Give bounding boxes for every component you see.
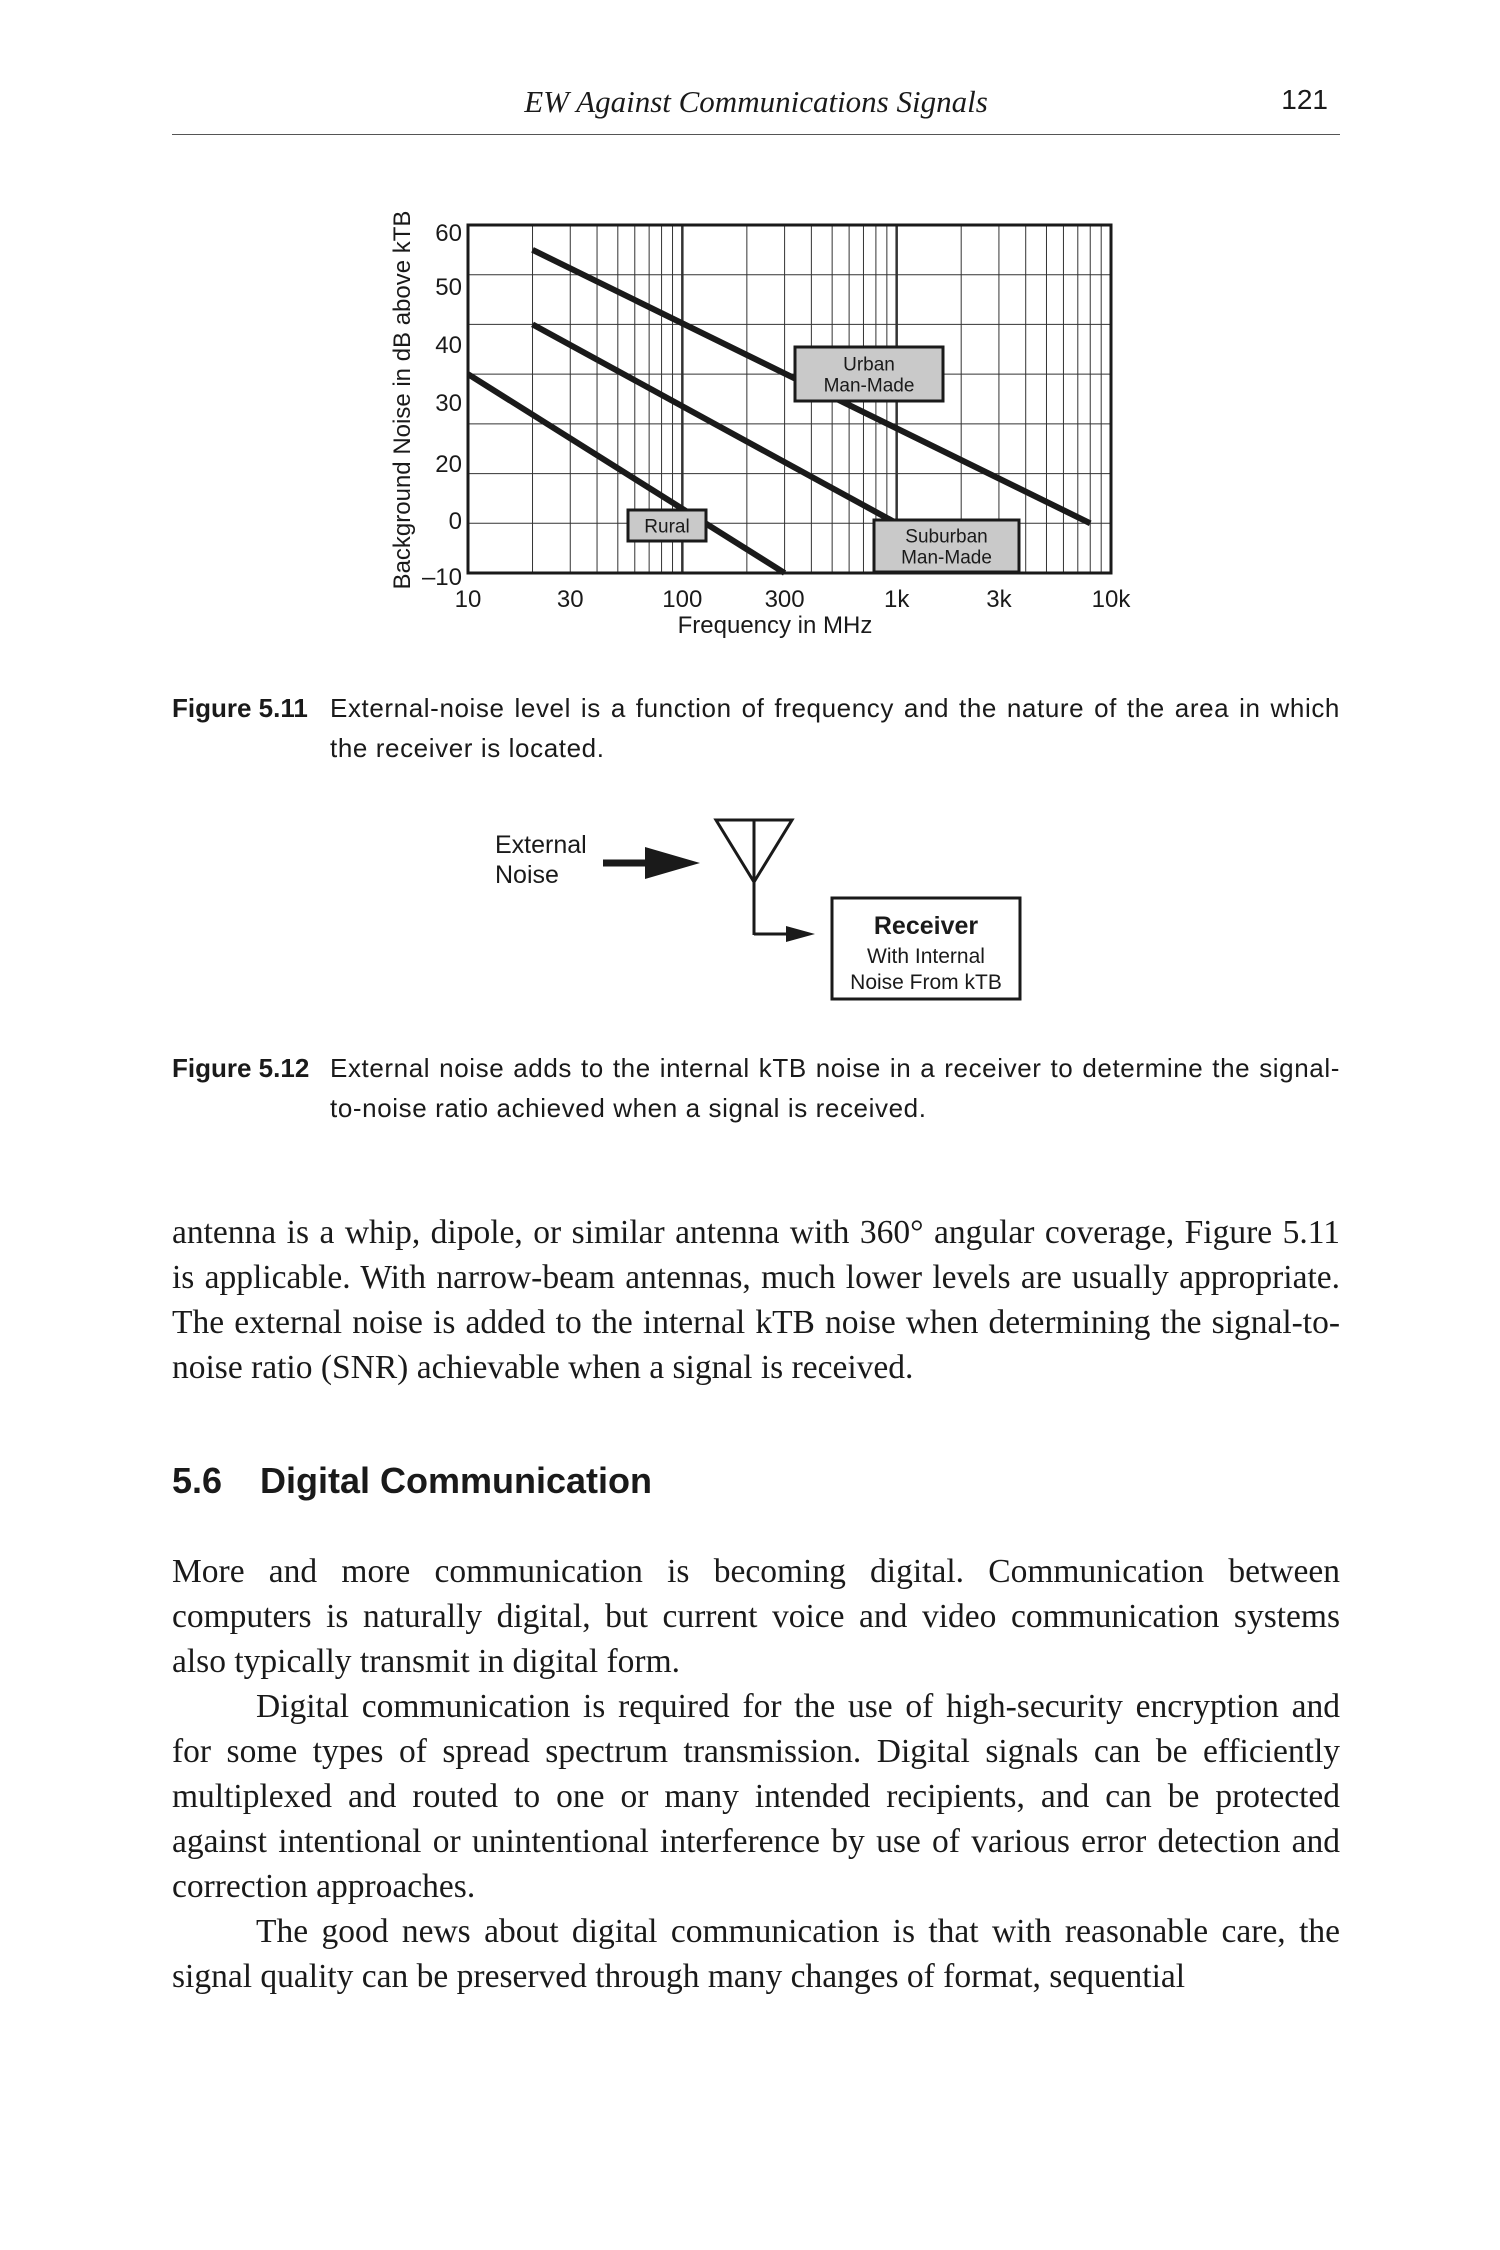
body-paragraph: More and more communication is becoming digital. Communication between computers is naturally digital, but current voice and video communication systems also typically transmit in digital form. [172,1553,1340,1680]
x-tick-label: 3k [986,586,1012,613]
figure-5-11-caption-label: Figure 5.11 [172,693,308,723]
noise-diagram [0,800,1500,1020]
noise-arrow-head [645,847,700,879]
figure-5-12-caption-label: Figure 5.12 [172,1053,310,1083]
x-tick-label: 10k [1091,586,1131,613]
figure-5-11-caption-text: External-noise level is a function of frequency and the nature of the area in which the receiver is located. [330,693,1340,763]
series-label-text: Man-Made [901,547,992,569]
y-tick-label: 30 [435,390,462,417]
figure-5-12-caption-text: External noise adds to the internal kTB noise in a receiver to determine the signal-to-noise ratio achieved when a signal is received. [330,1053,1340,1123]
x-axis-title: Frequency in MHz [677,612,873,639]
y-tick-label: 0 [448,508,462,535]
x-tick-label: 100 [662,586,703,613]
body-section-text [172,1549,1340,1999]
external-noise-label-line-1: External [495,831,587,859]
y-tick-label: –10 [421,564,462,591]
series-label-text: Urban [843,354,895,376]
y-axis-title: Background Noise in dB above kTB [389,210,416,590]
series-label-1 [874,520,1019,572]
section-title: Digital Communication [260,1460,653,1501]
series-label-text: Man-Made [823,375,915,397]
page-number: 121 [1281,84,1328,115]
chart-tick-labels [422,220,1131,613]
series-label-text: Suburban [905,526,988,548]
y-tick-label: 60 [435,220,462,247]
noise-chart [0,0,1500,700]
section-number: 5.6 [172,1460,223,1501]
x-tick-label: 1k [883,586,910,613]
body-paragraph: Digital communication is required for the use of high-security encryption and for some types of spread spectrum transmission. Digital signals can be efficiently multiplexed and routed to one or many intended recipients, and can be protected against intentional or unintentional interference by use of various error detection and correction approaches. [172,1688,1340,1905]
receiver-line-1: With Internal [867,945,985,968]
y-tick-label: 40 [435,332,462,359]
body-paragraph: antenna is a whip, dipole, or similar antenna with 360° angular coverage, Figure 5.11 is applicable. With narrow-beam antennas, much lower levels are usually appropriate. The external noise is added to the internal kTB noise when determining the signal-to-noise ratio (SNR) achievable when a signal is received. [172,1214,1340,1386]
receiver-line-2: Noise From kTB [850,971,1002,994]
series-label-2 [628,510,706,541]
x-tick-label: 300 [764,586,805,613]
x-tick-label: 10 [454,586,482,613]
section-heading [172,1460,1340,1502]
figure-5-12-caption [172,1048,1340,1128]
body-paragraph: The good news about digital communication is that with reasonable care, the signal quality can be preserved through many changes of format, sequential [172,1913,1340,1995]
running-title: EW Against Communications Signals [524,84,988,119]
y-tick-label: 20 [435,451,462,478]
body-paragraph-1-block [172,1210,1340,1390]
receiver-title: Receiver [873,912,979,940]
feed-arrow-head [786,926,815,942]
x-tick-label: 30 [556,586,584,613]
figure-5-11-caption [172,688,1340,768]
series-label-text: Rural [644,516,690,538]
external-noise-label-line-2: Noise [495,861,559,889]
series-label-0 [795,347,943,401]
y-tick-label: 50 [435,274,462,301]
